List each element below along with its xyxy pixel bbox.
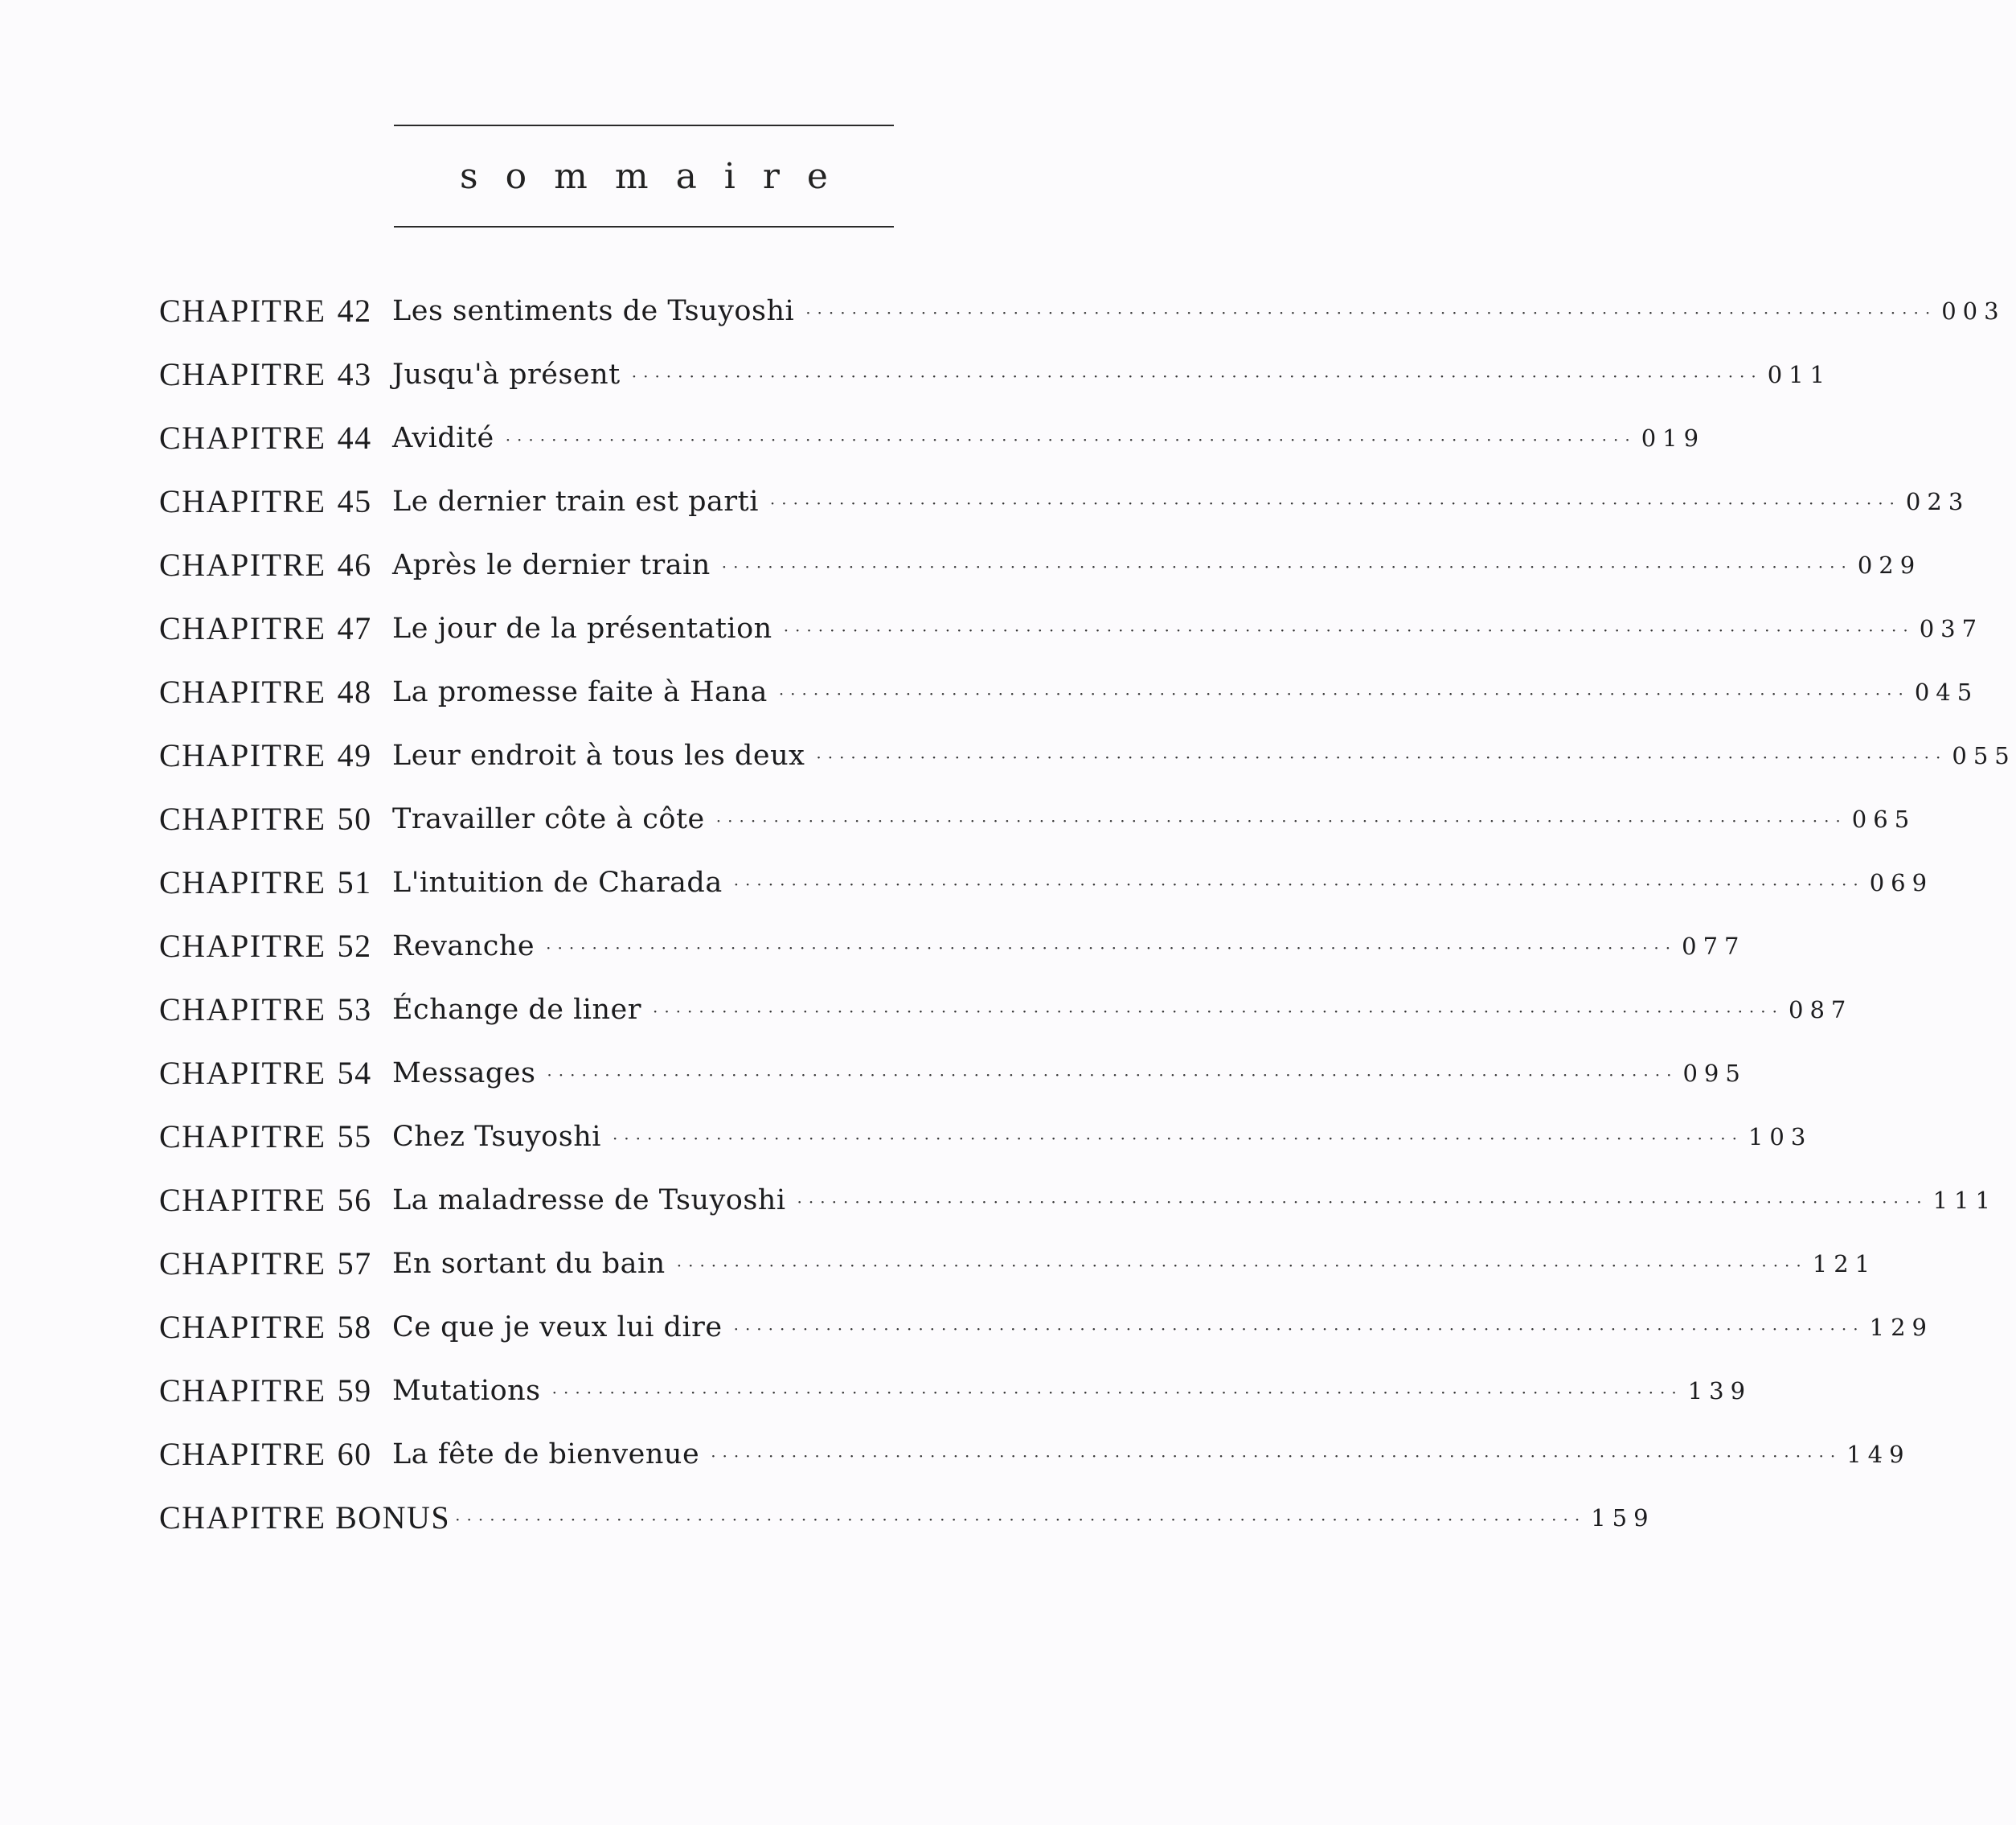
dot-leader: ·································································································· bbox=[455, 1509, 1587, 1529]
chapter-label: CHAPITRE 53 bbox=[159, 991, 372, 1027]
chapter-label: CHAPITRE 46 bbox=[159, 547, 372, 583]
toc-row[interactable] bbox=[159, 597, 1984, 660]
chapter-label: CHAPITRE 43 bbox=[159, 356, 372, 392]
chapter-title: L'intuition de Charada bbox=[392, 866, 723, 899]
page-number: 087 bbox=[1789, 995, 1853, 1023]
page-number: 003 bbox=[1941, 297, 2006, 325]
chapter-title: Revanche bbox=[392, 929, 535, 962]
page-title: sommaire bbox=[460, 155, 855, 197]
chapter-title: Après le dernier train bbox=[392, 548, 711, 581]
chapter-label: CHAPITRE 51 bbox=[159, 864, 372, 900]
chapter-number: 59 bbox=[337, 1372, 372, 1409]
chapter-number: 52 bbox=[337, 928, 372, 964]
chapter-title: La maladresse de Tsuyoshi bbox=[392, 1183, 786, 1216]
chapter-number: 57 bbox=[337, 1245, 372, 1282]
toc-row[interactable] bbox=[159, 406, 1706, 470]
chapter-label: CHAPITRE 58 bbox=[159, 1309, 372, 1345]
chapter-number: 50 bbox=[337, 801, 372, 837]
chapter-label: CHAPITRE 50 bbox=[159, 801, 372, 837]
chapter-label: CHAPITRE 59 bbox=[159, 1372, 372, 1409]
chapter-number: 56 bbox=[337, 1182, 372, 1218]
dot-leader: ·································································································· bbox=[551, 1382, 1683, 1402]
page-number: 045 bbox=[1914, 678, 1979, 706]
page-number: 065 bbox=[1851, 805, 1916, 833]
page-number: 037 bbox=[1919, 614, 1984, 642]
chapter-title: Travailler côte à côte bbox=[392, 802, 705, 835]
dot-leader: ·································································································· bbox=[631, 366, 1763, 386]
chapter-title: Mutations bbox=[392, 1374, 541, 1407]
chapter-title: En sortant du bain bbox=[392, 1247, 666, 1280]
dot-leader: ·································································································· bbox=[733, 1319, 1865, 1339]
toc-row[interactable] bbox=[159, 533, 1922, 597]
toc-row[interactable] bbox=[159, 279, 2006, 342]
toc-row[interactable] bbox=[159, 1359, 1752, 1422]
dot-leader: ·································································································· bbox=[805, 302, 1937, 322]
toc-row[interactable] bbox=[159, 1295, 1933, 1359]
toc-row[interactable] bbox=[159, 470, 1970, 533]
chapter-number: 47 bbox=[337, 610, 372, 646]
chapter-number: 60 bbox=[337, 1436, 372, 1472]
chapter-label: CHAPITRE 54 bbox=[159, 1055, 372, 1091]
dot-leader: ·································································································· bbox=[778, 683, 1910, 703]
toc-row[interactable] bbox=[159, 1041, 1747, 1105]
dot-leader: ·································································································· bbox=[546, 937, 1678, 958]
toc-row[interactable] bbox=[159, 660, 1979, 724]
toc-row[interactable] bbox=[159, 1168, 1997, 1232]
dot-leader: ·································································································· bbox=[816, 747, 1948, 767]
chapter-label: CHAPITRE 44 bbox=[159, 420, 372, 456]
chapter-number: 58 bbox=[337, 1309, 372, 1345]
dot-leader: ·································································································· bbox=[505, 429, 1637, 449]
chapter-title: La promesse faite à Hana bbox=[392, 675, 768, 708]
toc-row[interactable] bbox=[159, 851, 1934, 914]
chapter-label: CHAPITRE 45 bbox=[159, 483, 372, 519]
toc-row[interactable] bbox=[159, 1422, 1911, 1486]
page-number: 111 bbox=[1932, 1186, 1997, 1214]
chapter-number: 42 bbox=[337, 293, 372, 329]
page-number: 011 bbox=[1767, 360, 1832, 388]
toc-row-bonus[interactable] bbox=[159, 1486, 1655, 1549]
chapter-number: 48 bbox=[337, 674, 372, 710]
chapter-title: Échange de liner bbox=[392, 993, 641, 1026]
chapter-number: 53 bbox=[337, 991, 372, 1027]
chapter-label: CHAPITRE 52 bbox=[159, 928, 372, 964]
toc-row[interactable] bbox=[159, 724, 2016, 787]
dot-leader: ·································································································· bbox=[797, 1191, 1928, 1212]
chapter-number: 55 bbox=[337, 1118, 372, 1154]
dot-leader: ·································································································· bbox=[783, 620, 1915, 640]
toc-row[interactable] bbox=[159, 978, 1853, 1041]
table-of-contents bbox=[159, 279, 2016, 1549]
chapter-number: 43 bbox=[337, 356, 372, 392]
dot-leader: ·································································································· bbox=[715, 810, 1847, 830]
chapter-title: Messages bbox=[392, 1056, 536, 1089]
chapter-number: 49 bbox=[337, 737, 372, 773]
dot-leader: ·································································································· bbox=[711, 1446, 1842, 1466]
chapter-title: Le dernier train est parti bbox=[392, 485, 759, 518]
chapter-title: La fête de bienvenue bbox=[392, 1437, 700, 1470]
chapter-label: CHAPITRE 42 bbox=[159, 293, 372, 329]
chapter-number: 54 bbox=[337, 1055, 372, 1091]
chapter-label: CHAPITRE 56 bbox=[159, 1182, 372, 1218]
page-number: 139 bbox=[1687, 1376, 1752, 1405]
dot-leader: ·································································································· bbox=[721, 556, 1853, 576]
chapter-title: Les sentiments de Tsuyoshi bbox=[392, 294, 795, 327]
page-number: 103 bbox=[1748, 1122, 1813, 1150]
chapter-label: CHAPITRE 48 bbox=[159, 674, 372, 710]
chapter-label: CHAPITRE 57 bbox=[159, 1245, 372, 1282]
page-number: 019 bbox=[1641, 424, 1706, 452]
chapter-number: 51 bbox=[337, 864, 372, 900]
page-number: 029 bbox=[1857, 551, 1922, 579]
chapter-title: Chez Tsuyoshi bbox=[392, 1120, 601, 1153]
title-block bbox=[394, 125, 894, 228]
page-number: 159 bbox=[1591, 1503, 1655, 1532]
toc-row[interactable] bbox=[159, 1232, 1877, 1295]
dot-leader: ·································································································· bbox=[733, 874, 1865, 894]
toc-row[interactable] bbox=[159, 787, 1916, 851]
chapter-title: Avidité bbox=[392, 421, 494, 454]
chapter-title: Ce que je veux lui dire bbox=[392, 1310, 723, 1343]
chapter-title: Jusqu'à présent bbox=[392, 358, 621, 391]
dot-leader: ·································································································· bbox=[612, 1128, 1744, 1148]
page-number: 129 bbox=[1869, 1313, 1933, 1341]
chapter-title: Leur endroit à tous les deux bbox=[392, 739, 805, 772]
toc-row[interactable] bbox=[159, 914, 1746, 978]
page-number: 077 bbox=[1682, 932, 1746, 960]
chapter-label: CHAPITRE 49 bbox=[159, 737, 372, 773]
chapter-number: 46 bbox=[337, 547, 372, 583]
bonus-chapter-label: CHAPITRE BONUS bbox=[159, 1499, 451, 1536]
dot-leader: ·································································································· bbox=[652, 1001, 1784, 1021]
page-number: 069 bbox=[1869, 868, 1934, 896]
toc-row[interactable] bbox=[159, 342, 1832, 406]
page-number: 023 bbox=[1905, 487, 1970, 515]
dot-leader: ·································································································· bbox=[547, 1064, 1678, 1085]
toc-row[interactable] bbox=[159, 1105, 1813, 1168]
chapter-label: CHAPITRE 55 bbox=[159, 1118, 372, 1154]
chapter-number: 45 bbox=[337, 483, 372, 519]
dot-leader: ·································································································· bbox=[769, 493, 1901, 513]
chapter-number: 44 bbox=[337, 420, 372, 456]
chapter-title: Le jour de la présentation bbox=[392, 612, 772, 645]
page-number: 095 bbox=[1682, 1059, 1747, 1087]
dot-leader: ·································································································· bbox=[676, 1255, 1808, 1275]
page-number: 149 bbox=[1846, 1440, 1911, 1468]
page-number: 055 bbox=[1952, 741, 2016, 769]
chapter-label: CHAPITRE 60 bbox=[159, 1436, 372, 1472]
page-number: 121 bbox=[1812, 1249, 1877, 1278]
chapter-label: CHAPITRE 47 bbox=[159, 610, 372, 646]
